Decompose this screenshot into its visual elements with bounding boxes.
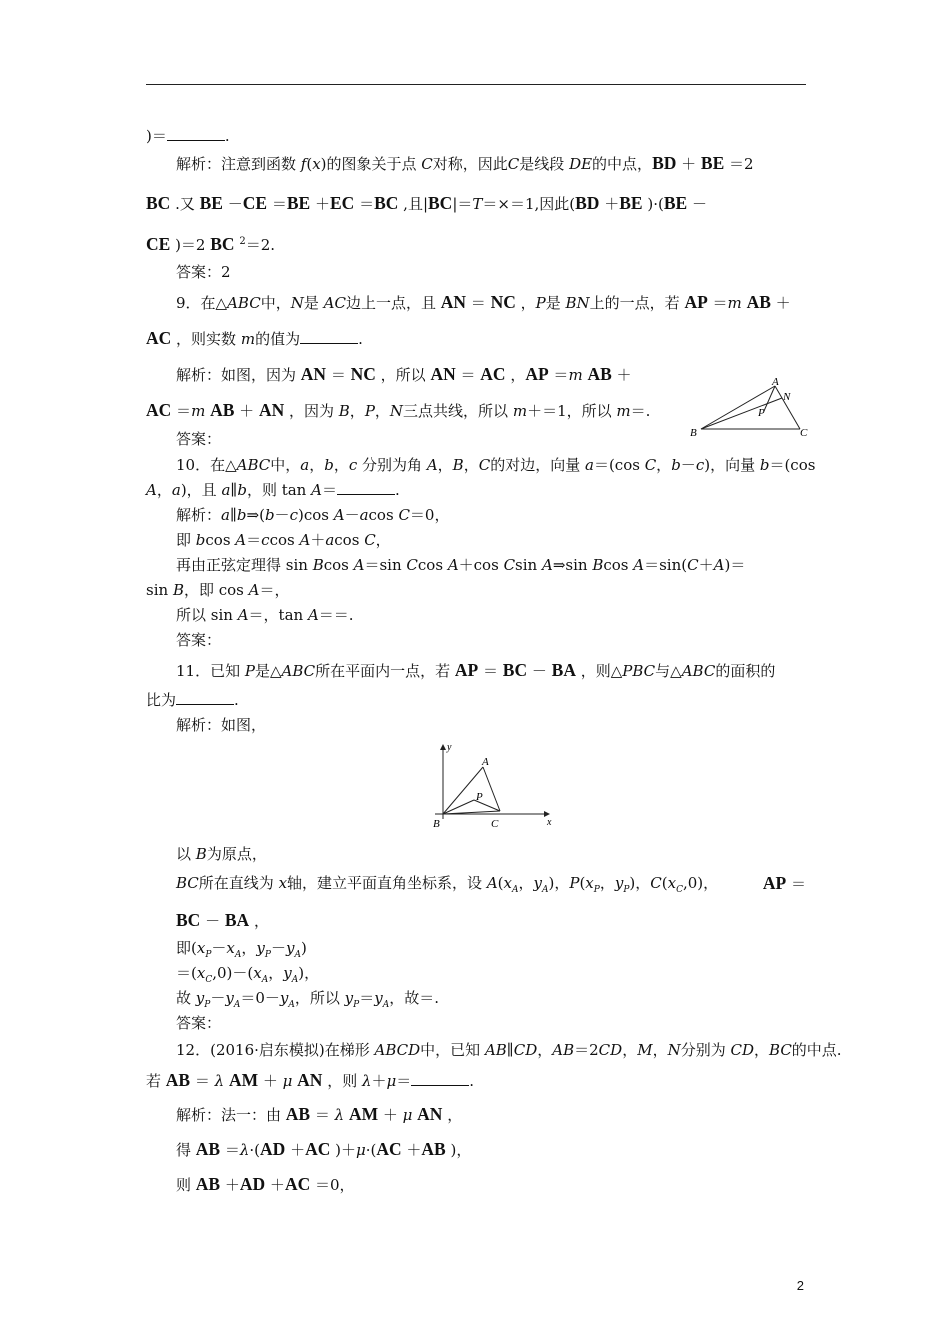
text-line: 以 B为原点， [176,845,267,863]
text-line: 即($x_P-x_A$，$y_P-y_A$) [176,939,307,960]
label-y: y [447,742,452,753]
text-line: CE )＝2 BC $^2$＝2. [146,234,276,254]
text-line: 解析：注意到函数 f(x)的图象关于点 C对称，因此C是线段 DE的中点，BD ＋ BE ＝2 [176,153,754,173]
text-line: 所以 sin A＝，tan A＝＝. [176,606,354,624]
triangle-figure-1 [688,376,813,442]
text-line: sin B，即 cos A＝， [146,581,290,599]
text-line: )＝ . [146,127,230,145]
label-n: N [783,391,791,403]
text-line: 答案： [176,1014,222,1032]
text-line: 则 AB ＋AD ＋AC ＝0， [176,1174,355,1194]
text-line: 即 bcos A＝ccos A＋acos C， [176,531,391,549]
label-p: P [758,407,765,419]
text-line: 比为 . [146,691,239,709]
text-line: 答案： [176,430,222,448]
text-line: AC ＝m AB ＋ AN ，因为 B，P，N三点共线，所以 m＋＝1，所以 m＝. [146,400,651,420]
text-line: 12．(2016·启东模拟)在梯形 ABCD中，已知 AB∥CD，AB＝2CD，M，N分别为 CD，BC的中点. [176,1041,842,1059]
text-line: 若 AB ＝ λ AM ＋ μ AN ，则 λ＋μ＝ . [146,1070,475,1090]
text-line-fragment: AP ＝ [762,873,806,893]
page-number: 2 [796,1278,804,1293]
label-p: P [476,791,483,803]
text-line: 解析：如图， [176,716,267,734]
text-line: 解析：a∥b⇒(b－c)cos A－acos C＝0， [176,506,450,524]
text-line: 答案： [176,631,222,649]
label-b: B [433,818,440,830]
text-line: 9．在△ABC中，N是 AC边上一点，且 AN ＝ NC ，P是 BN上的一点，若 AP ＝m AB ＋ [176,292,791,312]
text-line: 10．在△ABC中，a，b，c 分别为角 A，B，C的对边，向量 a＝(cos C，b－c)，向量 b＝(cos [176,456,816,474]
label-b: B [690,427,697,439]
text-line: 答案：2 [176,263,231,281]
label-c: C [800,427,808,439]
header-rule [146,84,806,85]
text-line: BC － BA ， [176,910,269,930]
text-line: 解析：法一：由 AB ＝ λ AM ＋ μ AN ， [176,1104,463,1124]
label-c: C [491,818,499,830]
text-line: A，a)，且 a∥b，则 tan A＝ . [146,481,400,499]
text-line: BC .又 BE －CE ＝BE ＋EC ＝BC ,且|BC|＝T＝×＝1,因此(BD ＋BE )·(BE － [146,193,707,213]
text-line: $=(x_C,0)-(x_A$，$y_A$)， [176,964,320,985]
label-a: A [482,756,489,768]
label-a: A [772,376,779,388]
text-line: AC ，则实数 m的值为 . [146,328,363,348]
text-line: 再由正弦定理得 sin Bcos A＝sin Ccos A＋cos Csin A⇒sin Bcos A＝sin(C＋A)＝ [176,556,746,574]
text-line: 故 $y_P-y_A=0-y_A$，所以 $y_P=y_A$，故＝. [176,989,439,1010]
coordinate-figure [425,739,560,835]
label-x: x [547,817,552,828]
text-line: 11．已知 P是△ABC所在平面内一点，若 AP ＝ BC － BA ，则△PBC与△ABC的面积的 [176,660,776,680]
text-line: BC所在直线为 x轴，建立平面直角坐标系，设 $A(x_A$，$y_A$)，$P(x_P$，$y_P$)，$C(x_C,0)$， [176,874,719,895]
text-line: 得 AB ＝λ·(AD ＋AC )＋μ·(AC ＋AB )， [176,1139,472,1159]
text-line: 解析：如图，因为 AN ＝ NC ，所以 AN ＝ AC ，AP ＝m AB ＋ [176,364,632,384]
